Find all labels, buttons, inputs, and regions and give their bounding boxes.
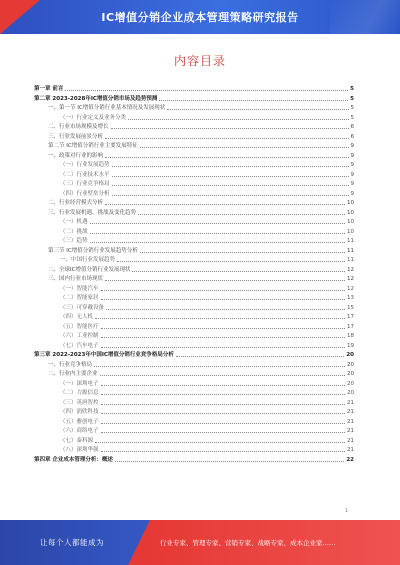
toc-entry[interactable] bbox=[34, 407, 354, 416]
toc-leader-dots bbox=[101, 413, 345, 414]
toc-entry-page: 5 bbox=[350, 114, 354, 121]
toc-leader-dots bbox=[138, 214, 345, 215]
toc-entry-label: （二）智能家居 bbox=[60, 295, 99, 301]
toc-entry-page: 6 bbox=[350, 124, 354, 130]
toc-entry-label: 二、行业经营模式分析 bbox=[48, 200, 104, 206]
toc-entry[interactable] bbox=[34, 455, 354, 464]
toc-leader-dots bbox=[140, 252, 345, 253]
toc-entry-page: 21 bbox=[347, 409, 354, 415]
toc-entry-page: 10 bbox=[347, 228, 354, 235]
toc-entry-label: （四）无人机 bbox=[60, 314, 94, 320]
toc-entry[interactable] bbox=[34, 417, 354, 426]
toc-entry[interactable] bbox=[34, 132, 354, 141]
toc-entry[interactable] bbox=[34, 293, 354, 302]
toc-entry-label: （一）智能汽车 bbox=[60, 285, 99, 292]
footer-slogan: 让每个人都能成为 bbox=[40, 538, 104, 547]
toc-leader-dots bbox=[95, 442, 345, 443]
toc-entry-page: 9 bbox=[350, 162, 354, 168]
toc-entry-label: （一）行业定义及业务分类 bbox=[60, 114, 127, 121]
toc-entry-label: 第二节 IC增值分销行业主要发展特征 bbox=[48, 143, 138, 149]
toc-entry-page: 9 bbox=[350, 190, 354, 197]
toc-entry-page: 22 bbox=[346, 456, 354, 463]
toc-leader-dots bbox=[106, 309, 345, 310]
toc-entry-label: （一）行业发展趋势 bbox=[60, 162, 110, 168]
toc-entry[interactable] bbox=[34, 141, 354, 150]
toc-entry[interactable] bbox=[34, 246, 354, 255]
toc-entry[interactable] bbox=[34, 103, 354, 112]
toc-entry-page: 17 bbox=[347, 323, 354, 330]
toc-entry[interactable] bbox=[34, 388, 354, 397]
toc-entry[interactable] bbox=[34, 236, 354, 245]
toc-entry-label: 第一章 前言 bbox=[34, 86, 64, 92]
toc-entry-page: 10 bbox=[347, 219, 354, 225]
toc-entry-label: （四）润欣科技 bbox=[60, 409, 99, 415]
toc-leader-dots bbox=[100, 375, 345, 376]
toc-entry[interactable] bbox=[34, 445, 354, 454]
toc-entry-label: （一）机遇 bbox=[60, 219, 88, 225]
table-of-contents bbox=[34, 84, 354, 464]
toc-leader-dots bbox=[117, 261, 345, 262]
toc-leader-dots bbox=[112, 166, 349, 167]
toc-entry-label: （五）智能医疗 bbox=[60, 323, 99, 330]
toc-entry-label: （四）行业壁垒分析 bbox=[60, 190, 110, 197]
toc-entry-label: （七）泰科源 bbox=[60, 437, 94, 444]
toc-entry-page: 11 bbox=[347, 257, 354, 263]
toc-leader-dots bbox=[105, 157, 348, 158]
toc-entry[interactable] bbox=[34, 322, 354, 331]
toc-leader-dots bbox=[132, 271, 345, 272]
toc-entry-page: 10 bbox=[347, 200, 354, 206]
toc-entry-label: （三）可穿戴设备 bbox=[60, 304, 105, 311]
page-number: 1 bbox=[345, 508, 349, 514]
toc-entry-label: 二、行业市场规模及增长 bbox=[48, 124, 109, 130]
toc-leader-dots bbox=[112, 176, 349, 177]
toc-entry-label: （二）力源信息 bbox=[60, 390, 99, 396]
toc-entry[interactable] bbox=[34, 160, 354, 169]
toc-entry[interactable] bbox=[34, 113, 354, 122]
toc-entry-page: 12 bbox=[347, 266, 354, 273]
toc-entry[interactable] bbox=[34, 369, 354, 378]
toc-leader-dots bbox=[159, 100, 348, 101]
toc-leader-dots bbox=[95, 318, 345, 319]
toc-entry[interactable] bbox=[34, 255, 354, 264]
toc-entry-label: （八）深圳华强 bbox=[60, 447, 99, 453]
toc-entry[interactable] bbox=[34, 426, 354, 435]
toc-entry-label: 一、政策对行业的影响 bbox=[48, 152, 104, 159]
toc-entry-label: 一、第一节 IC增值分销行业基本情况及发展现状 bbox=[48, 105, 166, 111]
toc-entry-label: 第二章 2023-2028年IC增值分销市场及趋势预测 bbox=[34, 95, 158, 102]
toc-leader-dots bbox=[167, 109, 348, 110]
toc-leader-dots bbox=[176, 356, 344, 357]
toc-leader-dots bbox=[140, 147, 349, 148]
toc-entry[interactable] bbox=[34, 170, 354, 179]
toc-entry-label: （六）商络电子 bbox=[60, 428, 99, 434]
toc-entry-page: 21 bbox=[347, 418, 354, 425]
toc-entry-page: 9 bbox=[350, 181, 354, 187]
toc-entry-label: 二、全球IC增值分销行业发展现状 bbox=[48, 266, 131, 273]
toc-entry-label: （五）雅创电子 bbox=[60, 418, 99, 425]
toc-entry-label: （二）行业技术水平 bbox=[60, 171, 110, 178]
toc-entry-page: 15 bbox=[347, 304, 354, 311]
toc-entry-page: 9 bbox=[350, 171, 354, 178]
report-title: IC增值分销企业成本管理策略研究报告 bbox=[101, 11, 299, 24]
toc-entry-page: 20 bbox=[347, 361, 354, 368]
toc-leader-dots bbox=[105, 280, 345, 281]
toc-leader-dots bbox=[101, 337, 345, 338]
toc-entry[interactable] bbox=[34, 436, 354, 445]
toc-entry[interactable] bbox=[34, 208, 354, 217]
toc-entry[interactable] bbox=[34, 151, 354, 160]
toc-entry[interactable] bbox=[34, 350, 354, 359]
toc-entry-label: 一、行业竞争格局 bbox=[48, 361, 93, 368]
toc-entry-page: 20 bbox=[347, 390, 354, 396]
toc-entry-label: 三、国内行业市场现状 bbox=[48, 276, 104, 282]
toc-entry[interactable] bbox=[34, 265, 354, 274]
toc-entry-page: 5 bbox=[350, 105, 354, 111]
toc-entry[interactable] bbox=[34, 284, 354, 293]
toc-entry-page: 19 bbox=[347, 342, 354, 349]
toc-entry-label: （六）工业控制 bbox=[60, 333, 99, 339]
toc-leader-dots bbox=[101, 423, 345, 424]
toc-entry-page: 21 bbox=[347, 447, 354, 453]
toc-entry-label: 三、行业发展机遇、挑战及变化趋势 bbox=[48, 209, 137, 216]
toc-leader-dots bbox=[101, 385, 345, 386]
toc-entry-page: 5 bbox=[350, 95, 354, 102]
toc-leader-dots bbox=[90, 233, 345, 234]
toc-leader-dots bbox=[65, 90, 348, 91]
toc-entry-page: 20 bbox=[346, 352, 354, 358]
toc-entry[interactable] bbox=[34, 312, 354, 321]
toc-entry-page: 6 bbox=[350, 133, 354, 140]
toc-leader-dots bbox=[90, 223, 345, 224]
toc-leader-dots bbox=[112, 185, 349, 186]
report-header bbox=[0, 0, 400, 34]
toc-entry-page: 9 bbox=[350, 143, 354, 149]
toc-leader-dots bbox=[105, 204, 345, 205]
toc-entry[interactable] bbox=[34, 189, 354, 198]
toc-leader-dots bbox=[101, 290, 345, 291]
toc-entry[interactable] bbox=[34, 360, 354, 369]
toc-entry-label: 三、行业发展前景分析 bbox=[48, 133, 104, 140]
toc-leader-dots bbox=[115, 461, 344, 462]
toc-entry[interactable] bbox=[34, 217, 354, 226]
toc-entry-page: 10 bbox=[347, 209, 354, 216]
toc-leader-dots bbox=[111, 128, 349, 129]
toc-entry-page: 21 bbox=[347, 428, 354, 434]
toc-leader-dots bbox=[101, 347, 345, 348]
toc-leader-dots bbox=[90, 242, 345, 243]
toc-entry[interactable] bbox=[34, 303, 354, 312]
toc-entry-label: （三）趋势 bbox=[60, 238, 88, 244]
toc-entry-page: 12 bbox=[347, 276, 354, 282]
toc-entry[interactable] bbox=[34, 179, 354, 188]
toc-entry-page: 21 bbox=[347, 437, 354, 444]
toc-leader-dots bbox=[105, 138, 348, 139]
toc-leader-dots bbox=[94, 366, 345, 367]
toc-entry[interactable] bbox=[34, 274, 354, 283]
toc-entry-label: 一、中国行业发展趋势 bbox=[60, 257, 116, 263]
toc-entry-label: （一）深圳电子 bbox=[60, 380, 99, 387]
toc-leader-dots bbox=[128, 119, 348, 120]
footer-expert-list: 行业专家、管理专家、营销专家、战略专家、成本企业家…… bbox=[160, 539, 336, 547]
toc-entry[interactable] bbox=[34, 94, 354, 103]
toc-entry-label: 第三节 IC增值分销行业发展趋势分析 bbox=[48, 247, 138, 254]
toc-leader-dots bbox=[101, 432, 345, 433]
toc-entry-label: （三）英唐智控 bbox=[60, 399, 99, 406]
toc-leader-dots bbox=[112, 195, 349, 196]
toc-entry[interactable] bbox=[34, 398, 354, 407]
toc-entry-page: 18 bbox=[347, 333, 354, 339]
toc-heading: 内容目录 bbox=[173, 54, 226, 68]
toc-entry-page: 9 bbox=[350, 152, 354, 159]
toc-entry-label: （二）挑战 bbox=[60, 228, 88, 235]
toc-entry-label: （三）行业竞争格局 bbox=[60, 181, 110, 187]
toc-leader-dots bbox=[101, 299, 345, 300]
toc-entry[interactable] bbox=[34, 341, 354, 350]
toc-entry-page: 5 bbox=[350, 86, 354, 92]
toc-entry-label: 第三章 2022-2023年中国IC增值分销行业竞争格局分析 bbox=[34, 352, 174, 358]
toc-leader-dots bbox=[101, 451, 345, 452]
toc-entry-label: （七）汽车电子 bbox=[60, 342, 99, 349]
toc-entry[interactable] bbox=[34, 331, 354, 340]
toc-entry-page: 17 bbox=[347, 314, 354, 320]
toc-entry[interactable] bbox=[34, 198, 354, 207]
toc-entry-page: 12 bbox=[347, 285, 354, 292]
toc-entry-page: 13 bbox=[347, 295, 354, 301]
toc-leader-dots bbox=[101, 328, 345, 329]
toc-entry[interactable] bbox=[34, 84, 354, 93]
toc-entry-label: 二、行业内主要企业 bbox=[48, 371, 98, 377]
toc-leader-dots bbox=[101, 404, 345, 405]
toc-entry-page: 20 bbox=[347, 371, 354, 377]
toc-entry[interactable] bbox=[34, 379, 354, 388]
footer-banner bbox=[0, 520, 400, 565]
footer-red-slant bbox=[128, 520, 150, 565]
toc-entry-page: 11 bbox=[347, 247, 354, 254]
toc-leader-dots bbox=[101, 394, 345, 395]
toc-entry[interactable] bbox=[34, 227, 354, 236]
toc-entry-label: 第四章 企业成本管理分析：概述 bbox=[34, 456, 113, 463]
toc-entry-page: 11 bbox=[347, 238, 354, 244]
toc-entry-page: 20 bbox=[347, 380, 354, 387]
toc-entry[interactable] bbox=[34, 122, 354, 131]
toc-entry-page: 21 bbox=[347, 399, 354, 406]
